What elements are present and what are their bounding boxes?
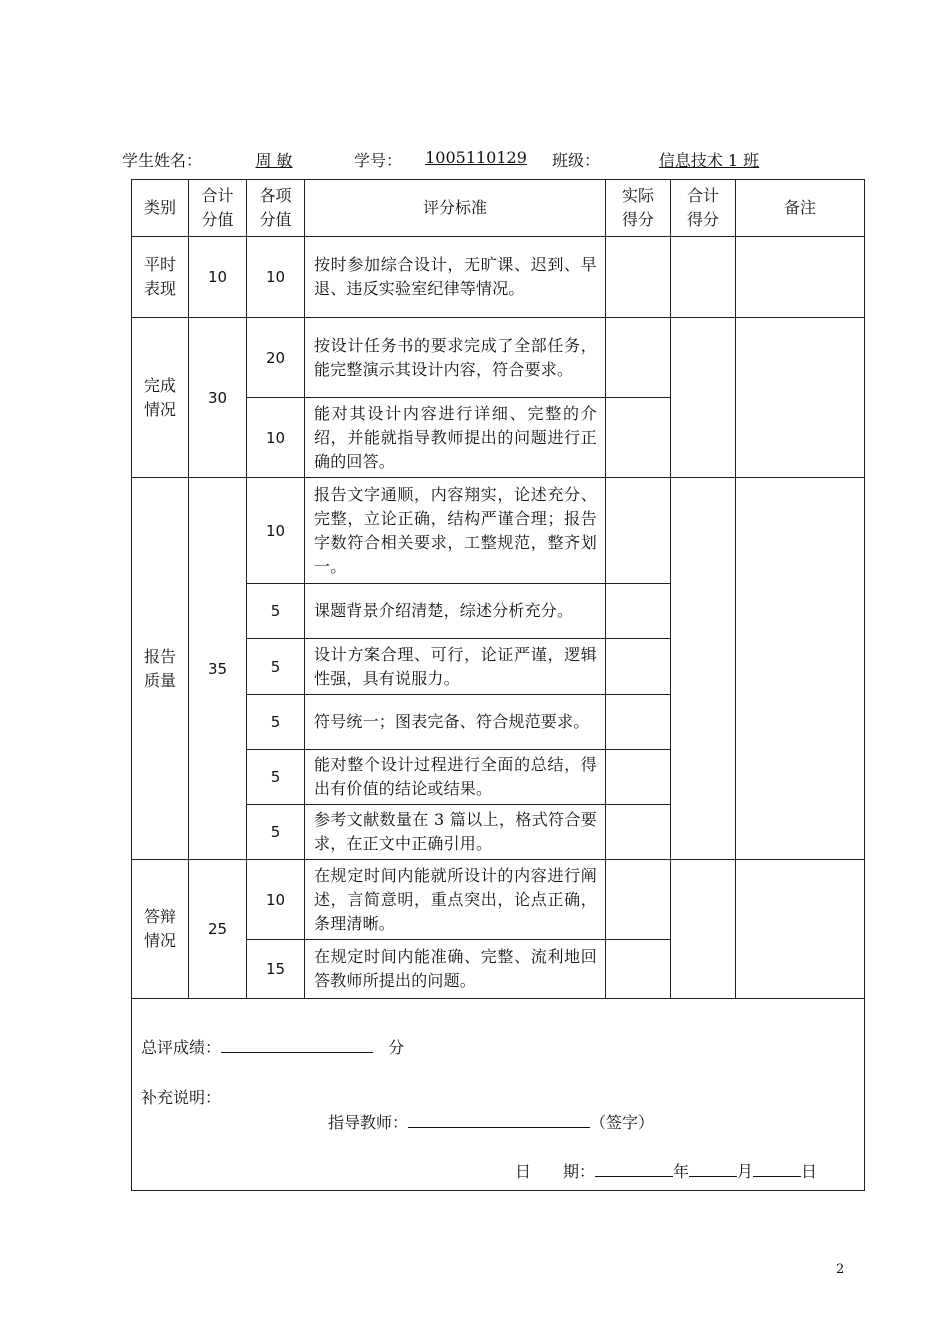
header-total-score: 合计得分: [671, 180, 736, 237]
criteria-cell: 在规定时间内能准确、完整、流利地回答教师所提出的问题。: [305, 940, 606, 999]
overall-score-label: 总评成绩：: [141, 1038, 222, 1057]
class-label: 班级：: [552, 151, 601, 170]
item-value-cell: 5: [247, 584, 305, 639]
criteria-cell: 课题背景介绍清楚，综述分析充分。: [305, 584, 606, 639]
category-cell: 报告质量: [132, 478, 189, 860]
overall-score-line: [141, 1035, 404, 1058]
remarks-cell[interactable]: [736, 860, 865, 999]
overall-score-unit: 分: [388, 1038, 405, 1057]
year-label: 年: [673, 1162, 690, 1181]
class-value: 信息技术 1 班: [658, 151, 760, 170]
advisor-label: 指导教师：: [328, 1113, 409, 1132]
supplement-label: 补充说明：: [141, 1088, 222, 1107]
category-cell: 完成情况: [132, 318, 189, 478]
header-actual-score: 实际得分: [606, 180, 671, 237]
header-remarks: 备注: [736, 180, 865, 237]
page-number: 2: [836, 1262, 845, 1277]
total-value-cell: 25: [189, 860, 247, 999]
item-value-cell: 20: [247, 318, 305, 398]
criteria-cell: 设计方案合理、可行，论证严谨，逻辑性强，具有说服力。: [305, 639, 606, 695]
item-value-cell: 10: [247, 237, 305, 318]
criteria-cell: 在规定时间内能就所设计的内容进行阐述，言简意明，重点突出，论点正确，条理清晰。: [305, 860, 606, 940]
actual-score-cell[interactable]: [606, 639, 671, 695]
header-criteria: 评分标准: [305, 180, 606, 237]
actual-score-cell[interactable]: [606, 860, 671, 940]
criteria-cell: 按设计任务书的要求完成了全部任务，能完整演示其设计内容，符合要求。: [305, 318, 606, 398]
criteria-cell: 参考文献数量在 3 篇以上，格式符合要求，在正文中正确引用。: [305, 805, 606, 860]
total-value-cell: 35: [189, 478, 247, 860]
total-score-cell[interactable]: [671, 860, 736, 999]
category-cell: 答辩情况: [132, 860, 189, 999]
student-name-value: 周 敏: [255, 151, 293, 170]
item-value-cell: 5: [247, 750, 305, 805]
header-row: [132, 180, 865, 237]
remarks-cell[interactable]: [736, 318, 865, 478]
actual-score-cell[interactable]: [606, 478, 671, 584]
remarks-cell[interactable]: [736, 237, 865, 318]
criteria-cell: 能对其设计内容进行详细、完整的介绍，并能就指导教师提出的问题进行正确的回答。: [305, 398, 606, 478]
item-value-cell: 15: [247, 940, 305, 999]
advisor-line: [328, 1110, 654, 1133]
total-score-cell[interactable]: [671, 318, 736, 478]
summary-row: [132, 999, 865, 1191]
month-field[interactable]: [689, 1160, 737, 1177]
header-item-value: 各项分值: [247, 180, 305, 237]
table-row: [132, 478, 865, 584]
header-total-value: 合计分值: [189, 180, 247, 237]
table-row: [132, 237, 865, 318]
item-value-cell: 5: [247, 695, 305, 750]
actual-score-cell[interactable]: [606, 805, 671, 860]
grading-table: [131, 179, 865, 1191]
table-row: [132, 860, 865, 940]
actual-score-cell[interactable]: [606, 695, 671, 750]
date-label: 日 期：: [515, 1162, 596, 1181]
category-cell: 平时表现: [132, 237, 189, 318]
actual-score-cell[interactable]: [606, 318, 671, 398]
total-score-cell[interactable]: [671, 237, 736, 318]
total-score-cell[interactable]: [671, 478, 736, 860]
signature-note: （签字）: [590, 1113, 655, 1132]
overall-score-field[interactable]: [221, 1036, 373, 1053]
criteria-cell: 能对整个设计过程进行全面的总结，得出有价值的结论或结果。: [305, 750, 606, 805]
student-id-value: 1005110129: [425, 148, 527, 167]
student-name-label: 学生姓名：: [122, 151, 203, 170]
month-label: 月: [737, 1162, 754, 1181]
criteria-cell: 按时参加综合设计，无旷课、迟到、早退、违反实验室纪律等情况。: [305, 237, 606, 318]
year-field[interactable]: [595, 1160, 673, 1177]
student-info-line: [122, 144, 842, 170]
item-value-cell: 10: [247, 478, 305, 584]
advisor-signature-field[interactable]: [408, 1111, 590, 1128]
item-value-cell: 10: [247, 398, 305, 478]
header-category: 类别: [132, 180, 189, 237]
actual-score-cell[interactable]: [606, 750, 671, 805]
student-id-label: 学号：: [354, 151, 403, 170]
criteria-cell: 报告文字通顺，内容翔实，论述充分、完整，立论正确，结构严谨合理；报告字数符合相关要求，工整规范，整齐划一。: [305, 478, 606, 584]
table-row: [132, 318, 865, 398]
item-value-cell: 5: [247, 639, 305, 695]
criteria-cell: 符号统一；图表完备、符合规范要求。: [305, 695, 606, 750]
total-value-cell: 30: [189, 318, 247, 478]
actual-score-cell[interactable]: [606, 940, 671, 999]
summary-cell: [132, 999, 865, 1191]
item-value-cell: 5: [247, 805, 305, 860]
item-value-cell: 10: [247, 860, 305, 940]
day-label: 日: [801, 1162, 818, 1181]
remarks-cell[interactable]: [736, 478, 865, 860]
date-line: [515, 1159, 817, 1182]
actual-score-cell[interactable]: [606, 398, 671, 478]
actual-score-cell[interactable]: [606, 584, 671, 639]
total-value-cell: 10: [189, 237, 247, 318]
day-field[interactable]: [753, 1160, 801, 1177]
actual-score-cell[interactable]: [606, 237, 671, 318]
